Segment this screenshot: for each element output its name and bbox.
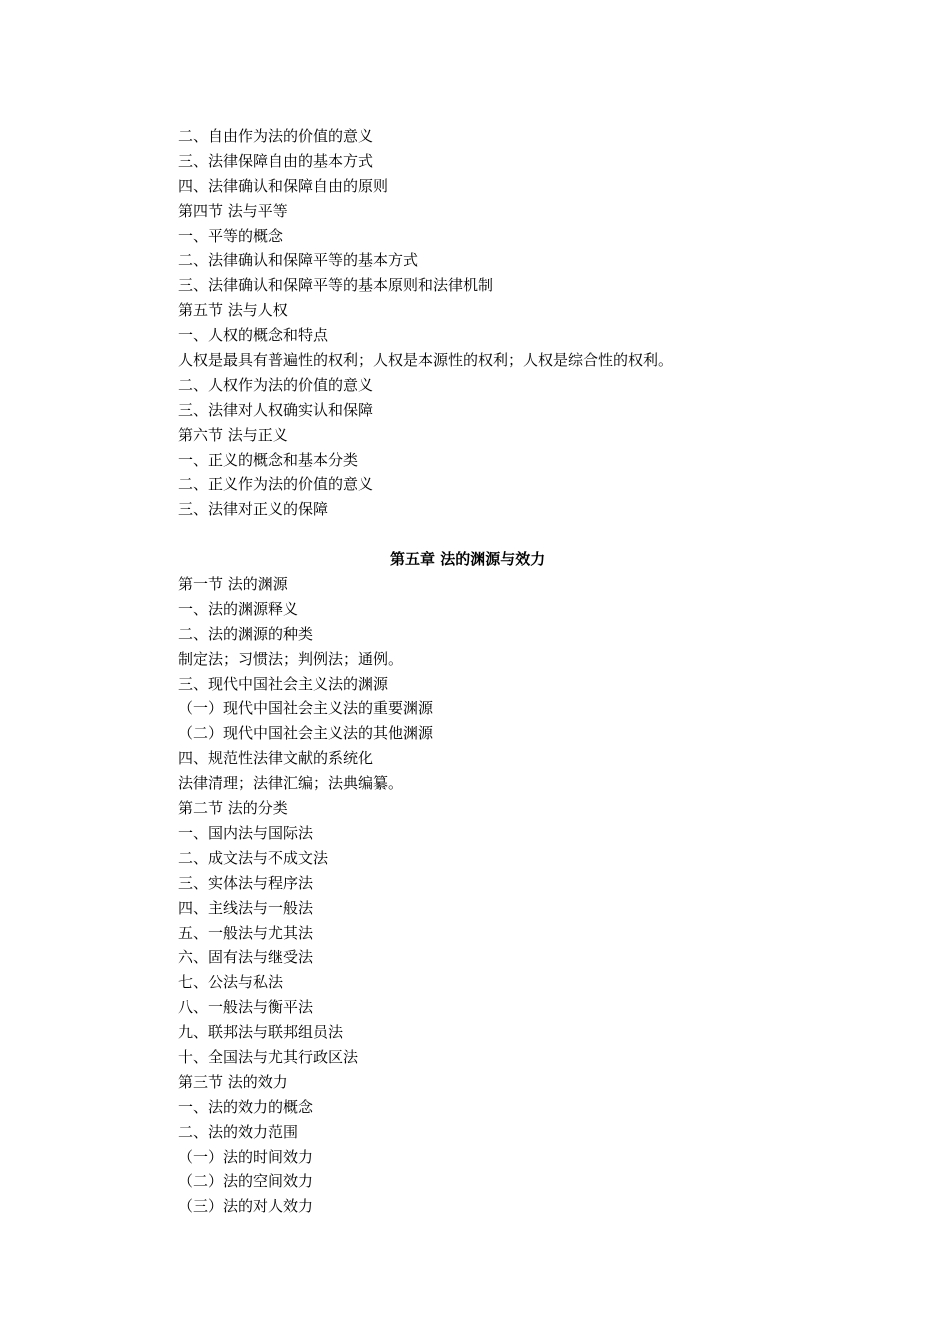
text-line: 一、国内法与国际法 xyxy=(178,823,314,842)
text-line: 一、正义的概念和基本分类 xyxy=(178,450,359,469)
text-line: 二、成文法与不成文法 xyxy=(178,848,329,867)
text-line: 三、法律对人权确实认和保障 xyxy=(178,400,374,419)
section-block-1 xyxy=(178,124,778,522)
document-body xyxy=(178,124,778,1219)
text-line: 二、正义作为法的价值的意义 xyxy=(178,475,374,494)
text-line: （一）法的时间效力 xyxy=(178,1147,314,1166)
text-line: 一、法的渊源释义 xyxy=(178,599,299,618)
text-line: 六、固有法与继受法 xyxy=(178,948,314,967)
text-line: （三）法的对人效力 xyxy=(178,1197,314,1216)
text-line: 人权是最具有普遍性的权利；人权是本源性的权利；人权是综合性的权利。 xyxy=(178,351,674,370)
section-heading: 第四节 法与平等 xyxy=(178,201,288,220)
text-line: 三、实体法与程序法 xyxy=(178,873,314,892)
chapter-title: 第五章 法的渊源与效力 xyxy=(390,550,546,569)
text-line: 一、平等的概念 xyxy=(178,226,284,245)
text-line: 三、法律确认和保障平等的基本原则和法律机制 xyxy=(178,276,494,295)
text-line: 五、一般法与尤其法 xyxy=(178,923,314,942)
blank-line xyxy=(178,522,778,547)
text-line: 三、法律对正义的保障 xyxy=(178,500,329,519)
text-line: 二、法的渊源的种类 xyxy=(178,624,314,643)
text-line: 十、全国法与尤其行政区法 xyxy=(178,1047,359,1066)
text-line: 一、法的效力的概念 xyxy=(178,1097,314,1116)
text-line: 三、现代中国社会主义法的渊源 xyxy=(178,674,389,693)
text-line: （二）现代中国社会主义法的其他渊源 xyxy=(178,724,434,743)
text-line: 四、法律确认和保障自由的原则 xyxy=(178,176,389,195)
text-line: （二）法的空间效力 xyxy=(178,1172,314,1191)
section-heading: 第五节 法与人权 xyxy=(178,301,288,320)
text-line: （一）现代中国社会主义法的重要渊源 xyxy=(178,699,434,718)
text-line: 二、法律确认和保障平等的基本方式 xyxy=(178,251,419,270)
text-line: 三、法律保障自由的基本方式 xyxy=(178,151,374,170)
text-line: 二、法的效力范围 xyxy=(178,1122,299,1141)
section-block-2 xyxy=(178,572,778,1219)
section-heading: 第二节 法的分类 xyxy=(178,799,288,818)
text-line: 一、人权的概念和特点 xyxy=(178,326,329,345)
text-line: 九、联邦法与联邦组员法 xyxy=(178,1023,344,1042)
text-line: 二、人权作为法的价值的意义 xyxy=(178,375,374,394)
section-heading: 第三节 法的效力 xyxy=(178,1072,288,1091)
text-line: 七、公法与私法 xyxy=(178,973,284,992)
section-heading: 第六节 法与正义 xyxy=(178,425,288,444)
text-line: 制定法；习惯法；判例法；通例。 xyxy=(178,649,404,668)
text-line: 法律清理；法律汇编；法典编纂。 xyxy=(178,774,404,793)
section-heading: 第一节 法的渊源 xyxy=(178,575,288,594)
text-line: 八、一般法与衡平法 xyxy=(178,998,314,1017)
text-line: 四、规范性法律文献的系统化 xyxy=(178,749,374,768)
text-line: 四、主线法与一般法 xyxy=(178,898,314,917)
text-line: 二、自由作为法的价值的意义 xyxy=(178,127,374,145)
